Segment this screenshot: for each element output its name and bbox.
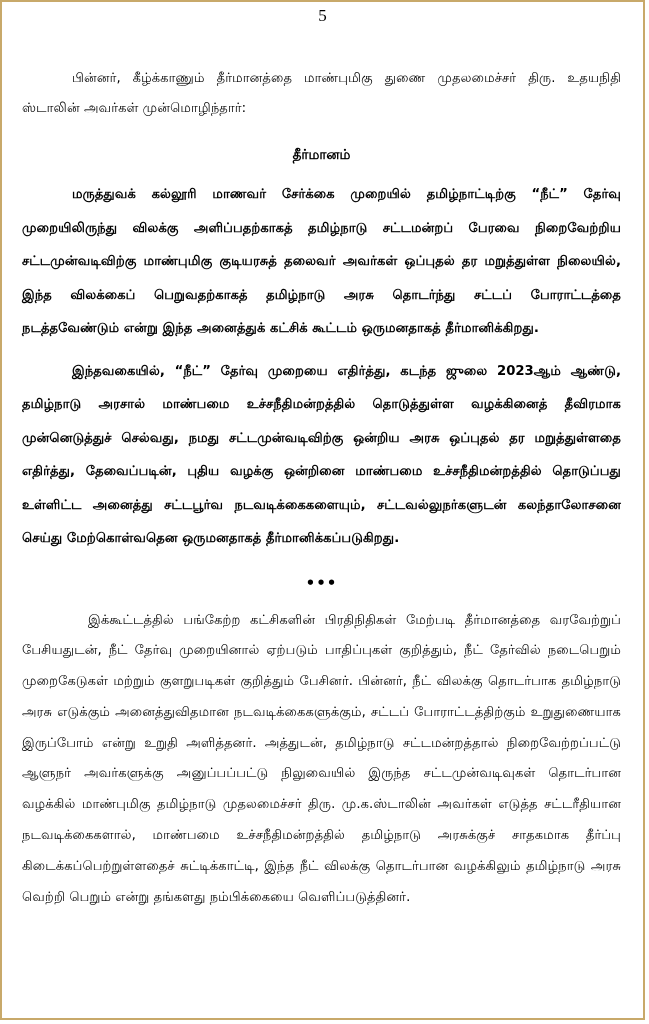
resolution-paragraph-1: மருத்துவக் கல்லூரி மாணவர் சேர்க்கை முறையில் தமிழ்நாட்டிற்கு “நீட்” தேர்வு முறையிலிருந்து விலக்கு அளிப்பதற்காகத் தமிழ்நாடு சட்டமன்றப் பேரவை நிறைவேற்றிய சட்டமுன்வடிவிற்கு மாண்புமிகு குடியரசுத் தலைவர் அவர்கள் ஒப்புதல் தர மறுத்துள்ள நிலையில், இந்த விலக்கைப் பெறுவதற்காகத் தமிழ்நாடு அரசு தொடர்ந்து சட்டப் போராட்டத்தை நடத்தவேண்டும் என்று இந்த அனைத்துக் கட்சிக் கூட்டம் ஒருமனதாகத் தீர்மானிக்கிறது. — [22, 187, 621, 336]
resolution-heading: தீர்மானம் — [292, 147, 351, 163]
document-body — [22, 64, 621, 913]
intro-paragraph: பின்னர், கீழ்க்காணும் தீர்மானத்தை மாண்புமிகு துணை முதலமைச்சர் திரு. உதயநிதி ஸ்டாலின் அவர்கள் முன்மொழிந்தார்: — [22, 71, 621, 116]
discussion-paragraph: இக்கூட்டத்தில் பங்கேற்ற கட்சிகளின் பிரதிநிதிகள் மேற்படி தீர்மானத்தை வரவேற்றுப் பேசியதுடன், நீட் தேர்வு முறையினால் ஏற்படும் பாதிப்புகள் குறித்தும், நீட் தேர்வில் நடைபெறும் முறைகேடுகள் மற்றும் குளறுபடிகள் குறித்தும் பேசினர். பின்னர், நீட் விலக்கு தொடர்பாக தமிழ்நாடு அரசு எடுக்கும் அனைத்துவிதமான நடவடிக்கைகளுக்கும், சட்டப் போராட்டத்திற்கும் உறுதுணையாக இருப்போம் என்று உறுதி அளித்தனர். அத்துடன், தமிழ்நாடு சட்டமன்றத்தால் நிறைவேற்றப்பட்டு ஆளுநர் அவர்களுக்கு அனுப்பப்பட்டு நிலுவையில் இருந்த சட்டமுன்வடிவுகள் தொடர்பான வழக்கில் மாண்புமிகு தமிழ்நாடு முதலமைச்சர் திரு. மு.க.ஸ்டாலின் அவர்கள் எடுத்த சட்டரீதியான நடவடிக்கைகளால், மாண்பமை உச்சநீதிமன்றத்தில் தமிழ்நாடு அரசுக்குச் சாதகமாக தீர்ப்பு கிடைக்கப்பெற்றுள்ளதைச் சுட்டிக்காட்டி, இந்த நீட் விலக்கு தொடர்பான வழக்கிலும் தமிழ்நாடு அரசு வெற்றி பெறும் என்று தங்களது நம்பிக்கையை வெளிப்படுத்தினர். — [22, 612, 621, 905]
page-number: 5 — [318, 6, 327, 25]
resolution-paragraph-2: இந்தவகையில், “நீட்” தேர்வு முறையை எதிர்த்து, கடந்த ஜுலை 2023ஆம் ஆண்டு, தமிழ்நாடு அரசால் மாண்பமை உச்சநீதிமன்றத்தில் தொடுத்துள்ள வழக்கினைத் தீவிரமாக முன்னெடுத்துச் செல்வது, நமது சட்டமுன்வடிவிற்கு ஒன்றிய அரசு ஒப்புதல் தர மறுத்துள்ளதை எதிர்த்து, தேவைப்படின், புதிய வழக்கு ஒன்றினை மாண்பமை உச்சநீதிமன்றத்தில் தொடுப்பது உள்ளிட்ட அனைத்து சட்டபூர்வ நடவடிக்கைகளையும், சட்டவல்லுநர்களுடன் கலந்தாலோசனை செய்து மேற்கொள்வதென ஒருமனதாகத் தீர்மானிக்கப்படுகிறது. — [22, 363, 621, 546]
section-separator: ••• — [305, 573, 338, 592]
